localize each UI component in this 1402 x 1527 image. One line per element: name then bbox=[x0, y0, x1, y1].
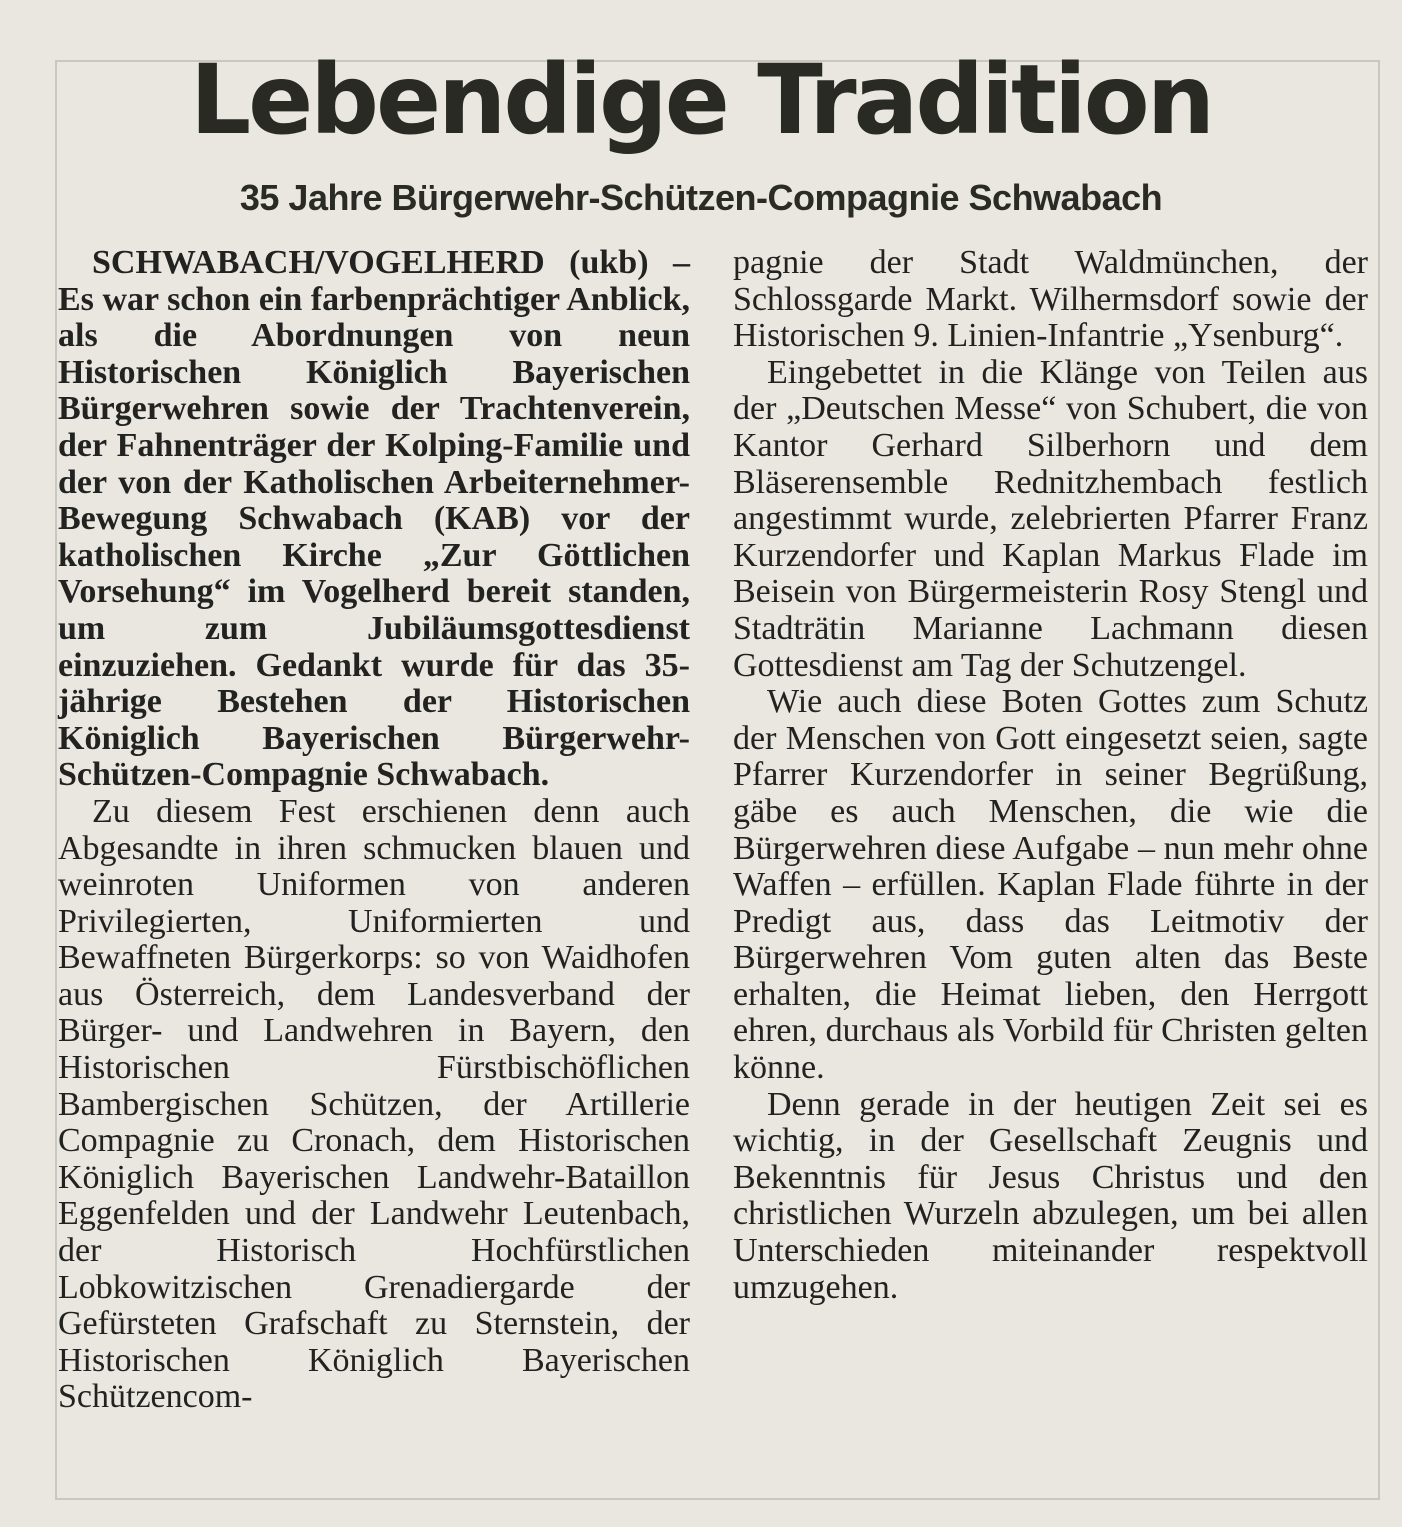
article-lead-paragraph bbox=[58, 245, 690, 794]
article-lead-text: – Es war schon ein farbenprächtiger Anblick, als die Abordnungen von neun Historischen Königlich Bayerischen Bürgerwehren sowie der Trachtenverein, der Fahnenträger der Kolping-Familie und der von der Katholischen Arbeiternehmer-Bewegung Schwabach (KAB) vor der katholischen Kirche „Zur Göttlichen Vorsehung“ im Vogelherd bereit standen, um zum Jubiläumsgottesdienst einzuziehen. Gedankt wurde für das 35-jährige Bestehen der Historischen Königlich Bayerischen Bürgerwehr-Schützen-Compagnie Schwabach. bbox=[58, 244, 690, 794]
article-paragraph: Wie auch diese Boten Gottes zum Schutz der Menschen von Gott eingesetzt seien, sagte Pfarrer Kurzendorfer in seiner Begrüßung, gäbe es auch Menschen, die wie die Bürgerwehren diese Aufgabe – nun mehr ohne Waffen – erfüllen. Kaplan Flade führte in der Predigt aus, dass das Leitmotiv der Bürgerwehren Vom guten alten das Beste erhalten, die Heimat lieben, den Herrgott ehren, durchaus als Vorbild für Christen gelten könne. bbox=[733, 683, 1368, 1087]
article-paragraph-continuation: pagnie der Stadt Waldmünchen, der Schlossgarde Markt. Wilhermsdorf sowie der Historischen 9. Linien-Infantrie „Ysenburg“. bbox=[733, 244, 1368, 355]
article-column-right bbox=[733, 245, 1368, 1306]
article-headline: Lebendige Tradition bbox=[189, 44, 1213, 156]
article-paragraph: Eingebettet in die Klänge von Teilen aus der „Deutschen Messe“ von Schubert, die von Kantor Gerhard Silberhorn und dem Bläserensemble Rednitzhembach festlich angestimmt wurde, zelebrierten Pfarrer Franz Kurzendorfer und Kaplan Markus Flade im Beisein von Bürgermeisterin Rosy Stengl und Stadträtin Marianne Lachmann diesen Gottesdienst am Tag der Schutzengel. bbox=[733, 353, 1368, 684]
article-paragraph: Denn gerade in der heutigen Zeit sei es wichtig, in der Gesellschaft Zeugnis und Bekenntnis für Jesus Christus und den christlichen Wurzeln abzulegen, um bei allen Unterschieden miteinander respektvoll umzugehen. bbox=[733, 1085, 1368, 1306]
article-subheadline: 35 Jahre Bürgerwehr-Schützen-Compagnie Schwabach bbox=[239, 177, 1163, 218]
article-dateline: SCHWABACH/VOGELHERD (ukb) bbox=[92, 244, 649, 281]
article-column-left bbox=[58, 245, 690, 1416]
article-paragraph: Zu diesem Fest erschienen denn auch Abgesandte in ihren schmucken blauen und weinroten Uniformen von anderen Privilegierten, Uniformierten und Bewaffneten Bürgerkorps: so von Waidhofen aus Österreich, dem Landesverband der Bürger- und Landwehren in Bayern, den Historischen Fürstbischöflichen Bambergischen Schützen, der Artillerie Compagnie zu Cronach, dem Historischen Königlich Bayerischen Landwehr-Bataillon Eggenfelden und der Landwehr Leutenbach, der Historisch Hochfürstlichen Lobkowitzischen Grenadiergarde der Gefürsteten Grafschaft zu Sternstein, der Historischen Königlich Bayerischen Schützencom- bbox=[58, 792, 690, 1416]
